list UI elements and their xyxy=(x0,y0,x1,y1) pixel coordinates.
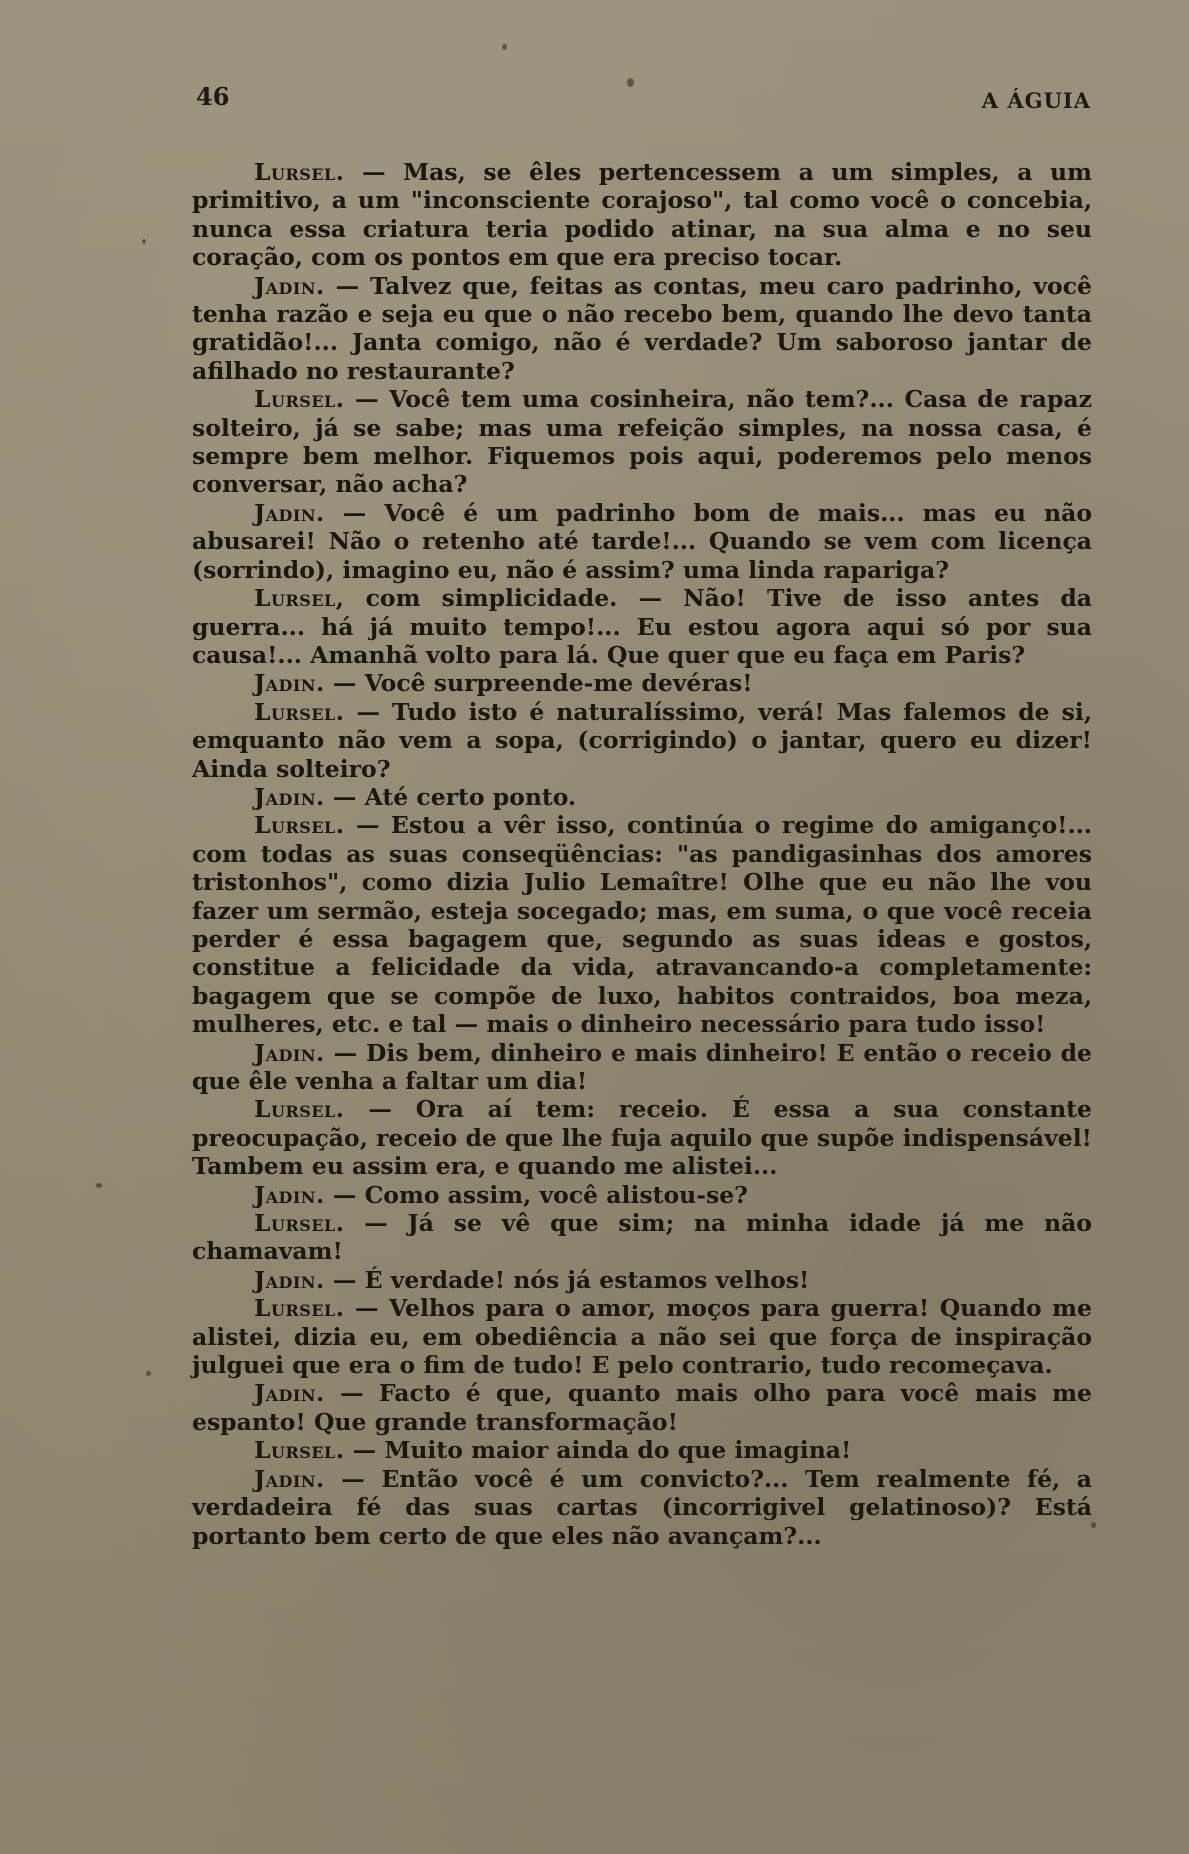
paragraph-text: — Você surpreende-me devéras! xyxy=(332,669,753,698)
dialogue-paragraph xyxy=(192,272,1092,386)
paragraph-text: — Tudo isto é naturalíssimo, verá! Mas falemos de si, emquanto não vem a sopa, (corrigindo) o jantar, quero eu dizer! Ainda solteiro? xyxy=(192,697,1093,783)
paragraph-text: — É verdade! nós já estamos velhos! xyxy=(332,1265,810,1294)
paragraph-text: — Estou a vêr isso, continúa o regime do amiganço!... com todas as suas conseqüências: "as pandigasinhas dos amores tristonhos", como dizia Julio Lemaître! Olhe que eu não lhe vou fazer um sermão, esteja socegado; mas, em suma, o que você receia perder é essa bagagem que, segundo as suas ideas e gostos, constitue a felicidade da vida, atravancando-a completamente: bagagem que se compõe de luxo, habitos contraidos, boa meza, mulheres, etc. e tal — mais o dinheiro necessário para tudo isso! xyxy=(192,811,1092,1039)
dialogue-paragraph xyxy=(192,669,1092,697)
dialogue-paragraph xyxy=(192,811,1092,1038)
dialogue-paragraph xyxy=(192,1209,1092,1266)
dialogue-paragraph xyxy=(192,698,1092,783)
dialogue-paragraph xyxy=(192,1181,1092,1209)
dialogue-paragraph xyxy=(192,158,1092,272)
paragraph-text: — Dis bem, dinheiro e mais dinheiro! E então o receio de que êle venha a faltar um dia! xyxy=(192,1038,1092,1095)
speaker-name: Lursel. xyxy=(254,697,345,726)
dialogue-paragraph xyxy=(192,1095,1092,1180)
ink-speck xyxy=(146,1371,151,1376)
ink-speck xyxy=(142,239,146,244)
page-header xyxy=(196,82,1091,122)
paragraph-text: — Já se vê que sim; na minha idade já me não chamavam! xyxy=(192,1209,1092,1266)
dialogue-paragraph xyxy=(192,1294,1092,1379)
speaker-name: Jadin. xyxy=(254,498,325,527)
speaker-name: Jadin. xyxy=(254,1180,325,1209)
dialogue-paragraph xyxy=(192,584,1092,669)
speaker-name: Jadin. xyxy=(254,1038,325,1067)
speaker-name: Jadin. xyxy=(254,1464,325,1493)
speaker-name: Lursel. xyxy=(254,385,345,414)
dialogue-paragraph xyxy=(192,1039,1092,1096)
dialogue-paragraph xyxy=(192,1465,1092,1550)
speaker-name: Lursel. xyxy=(254,811,345,840)
running-head: A ÁGUIA xyxy=(981,88,1091,113)
paragraph-text: com simplicidade. — Não! Tive de isso antes da guerra... há já muito tempo!... Eu estou agora aqui só por sua causa!... Amanhã volto para lá. Que quer que eu faça em Paris? xyxy=(192,584,1092,669)
dialogue-text xyxy=(192,158,1092,1550)
dialogue-paragraph xyxy=(192,1266,1092,1294)
paragraph-text: — Talvez que, feitas as contas, meu caro padrinho, você tenha razão e seja eu que o não recebo bem, quando lhe devo tanta gratidão!... Janta comigo, não é verdade? Um saboroso jantar de afilhado no restaurante? xyxy=(192,271,1092,385)
speaker-name: Lursel. xyxy=(254,158,345,186)
paragraph-text: — Então você é um convicto?... Tem realmente fé, a verdadeira fé das suas cartas (incorrigivel gelatinoso)? Está portanto bem certo de que eles não avançam?... xyxy=(192,1464,1093,1550)
page-number: 46 xyxy=(196,82,230,111)
paragraph-text: — Você tem uma cosinheira, não tem?... Casa de rapaz solteiro, já se sabe; mas uma refeição simples, na nossa casa, é sempre bem melhor. Fiquemos pois aqui, poderemos pelo menos conversar, não acha? xyxy=(192,385,1093,499)
speaker-name: Lursel. xyxy=(254,1294,345,1323)
dialogue-paragraph xyxy=(192,499,1092,584)
paragraph-text: — Até certo ponto. xyxy=(332,782,577,811)
dialogue-paragraph xyxy=(192,1436,1092,1464)
paragraph-text: — Velhos para o amor, moços para guerra! Quando me alistei, dizia eu, em obediência a não sei que força de inspiração julguei que era o fim de tudo! E pelo contrario, tudo recomeçava. xyxy=(192,1294,1092,1380)
speaker-name: Jadin. xyxy=(254,1265,325,1294)
speaker-name: Lursel. xyxy=(254,1209,345,1238)
dialogue-paragraph xyxy=(192,783,1092,811)
speaker-name: Lursel. xyxy=(254,1436,345,1465)
speaker-name: Jadin. xyxy=(254,271,325,300)
ink-speck xyxy=(96,1183,102,1188)
paragraph-text: — Você é um padrinho bom de mais... mas eu não abusarei! Não o retenho até tarde!... Quando se vem com licença (sorrindo), imagino eu, não é assim? uma linda rapariga? xyxy=(192,498,1092,584)
speaker-name: Jadin. xyxy=(254,1379,325,1408)
speaker-name: Jadin. xyxy=(254,669,325,698)
paragraph-text: — Facto é que, quanto mais olho para você mais me espanto! Que grande transformação! xyxy=(192,1379,1092,1436)
speaker-name: Jadin. xyxy=(254,782,325,811)
paragraph-text: — Ora aí tem: receio. É essa a sua constante preocupação, receio de que lhe fuja aquilo que supõe indispensável! Tambem eu assim era, e quando me alistei... xyxy=(192,1095,1092,1181)
dialogue-paragraph xyxy=(192,1379,1092,1436)
speaker-name: Lursel. xyxy=(254,1095,345,1124)
paragraph-text: — Como assim, você alistou-se? xyxy=(332,1180,748,1209)
dialogue-paragraph xyxy=(192,385,1092,499)
paragraph-text: — Muito maior ainda do que imagina! xyxy=(352,1436,852,1465)
speaker-name: Lursel, xyxy=(254,584,345,613)
ink-speck xyxy=(502,44,507,50)
paragraph-text: — Mas, se êles pertencessem a um simples, a um primitivo, a um "inconsciente corajoso", tal como você o concebia, nunca essa criatura teria podido atinar, na sua alma e no seu coração, com os pontos em que era preciso tocar. xyxy=(192,158,1092,272)
